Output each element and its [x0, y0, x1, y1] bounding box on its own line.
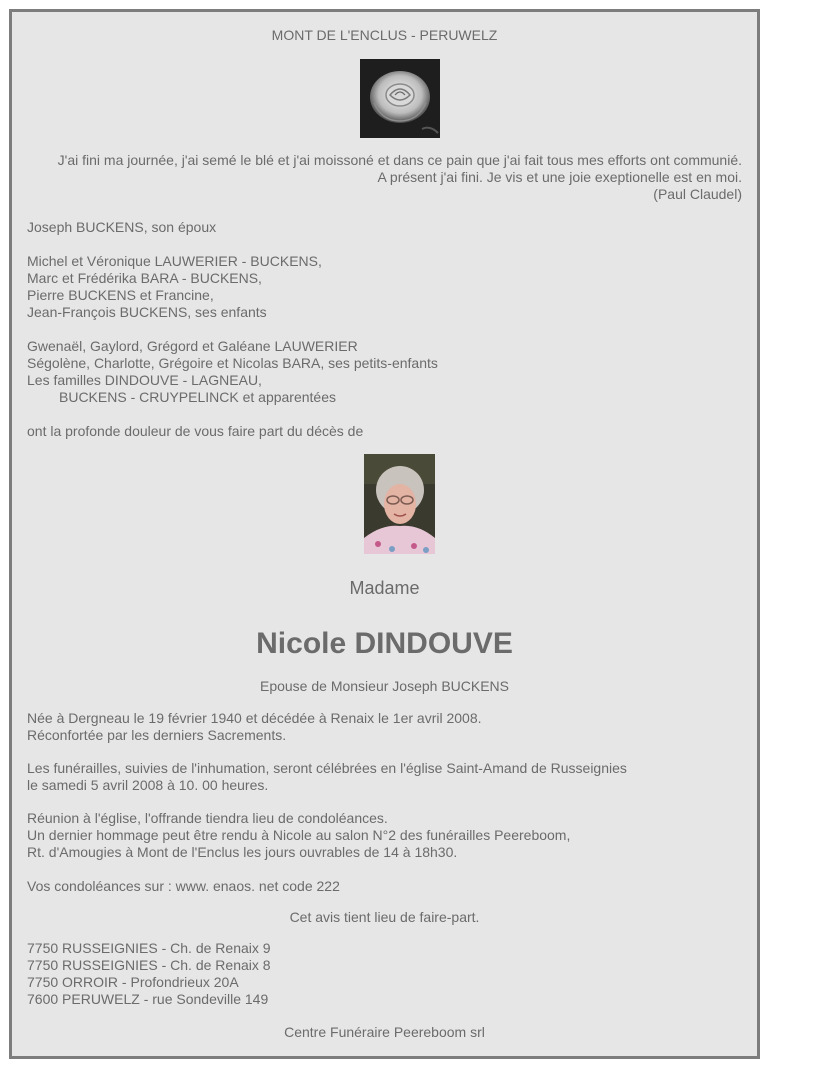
list-item: BUCKENS - CRUYPELINCK et apparentées — [59, 389, 336, 405]
list-item: Pierre BUCKENS et Francine, — [27, 287, 214, 303]
address-item: 7750 RUSSEIGNIES - Ch. de Renaix 8 — [27, 957, 271, 973]
detail-line: Rt. d'Amougies à Mont de l'Enclus les jours ouvrables de 14 à 18h30. — [27, 844, 458, 860]
detail-line: Née à Dergneau le 19 février 1940 et décédée à Renaix le 1er avril 2008. — [27, 710, 482, 726]
footer-line: Centre Funéraire Peereboom srl — [284, 1024, 485, 1040]
children-list — [27, 253, 742, 321]
deceased-name: Nicole DINDOUVE — [256, 627, 513, 660]
detail-line: Réunion à l'église, l'offrande tiendra lieu de condoléances. — [27, 810, 388, 826]
quote-line-1: J'ai fini ma journée, j'ai semé le blé et j'ai moissoné et dans ce pain que j'ai fait tous mes efforts ont communié. — [57, 152, 742, 168]
portrait-photo — [364, 454, 435, 554]
list-item: Les familles DINDOUVE - LAGNEAU, — [27, 372, 262, 388]
list-item: Ségolène, Charlotte, Grégoire et Nicolas BARA, ses petits-enfants — [27, 355, 438, 371]
spouse-line: Joseph BUCKENS, son époux — [27, 219, 217, 235]
quote-author: (Paul Claudel) — [653, 186, 742, 202]
list-item: Gwenaël, Gaylord, Grégord et Galéane LAUWERIER — [27, 338, 358, 354]
detail-line: Un dernier hommage peut être rendu à Nicole au salon N°2 des funérailles Peereboom, — [27, 827, 571, 843]
detail-line: Les funérailles, suivies de l'inhumation, seront célébrées en l'église Saint-Amand de Russeignies — [27, 760, 627, 776]
detail-line: Réconfortée par les derniers Sacrements. — [27, 727, 287, 743]
announcement-line: ont la profonde douleur de vous faire part du décès de — [27, 423, 364, 439]
obituary-content — [27, 12, 742, 1056]
quote-block — [27, 152, 742, 203]
address-item: 7600 PERUWELZ - rue Sondeville 149 — [27, 991, 269, 1007]
deceased-title: Madame — [349, 578, 420, 598]
notice-line: Cet avis tient lieu de faire-part. — [289, 909, 480, 925]
condolences-line: Vos condoléances sur : www. enaos. net code 222 — [27, 878, 340, 894]
funeral-block — [27, 760, 742, 794]
list-item: Marc et Frédérika BARA - BUCKENS, — [27, 270, 262, 286]
address-item: 7750 ORROIR - Profondrieux 20A — [27, 974, 239, 990]
quote-line-2: A présent j'ai fini. Je vis et une joie exeptionelle est en moi. — [377, 169, 742, 185]
list-item: Michel et Véronique LAUWERIER - BUCKENS, — [27, 253, 322, 269]
birth-death-block — [27, 710, 742, 744]
detail-line: le samedi 5 avril 2008 à 10. 00 heures. — [27, 777, 269, 793]
location-header: MONT DE L'ENCLUS - PERUWELZ — [271, 27, 498, 43]
address-item: 7750 RUSSEIGNIES - Ch. de Renaix 9 — [27, 940, 271, 956]
list-item: Jean-François BUCKENS, ses enfants — [27, 304, 267, 320]
reunion-block — [27, 810, 742, 861]
deceased-relation: Epouse de Monsieur Joseph BUCKENS — [259, 678, 510, 694]
addresses-list — [27, 940, 742, 1008]
grandchildren-list — [27, 338, 742, 406]
obituary-card — [9, 9, 760, 1059]
rose-image — [360, 59, 440, 138]
